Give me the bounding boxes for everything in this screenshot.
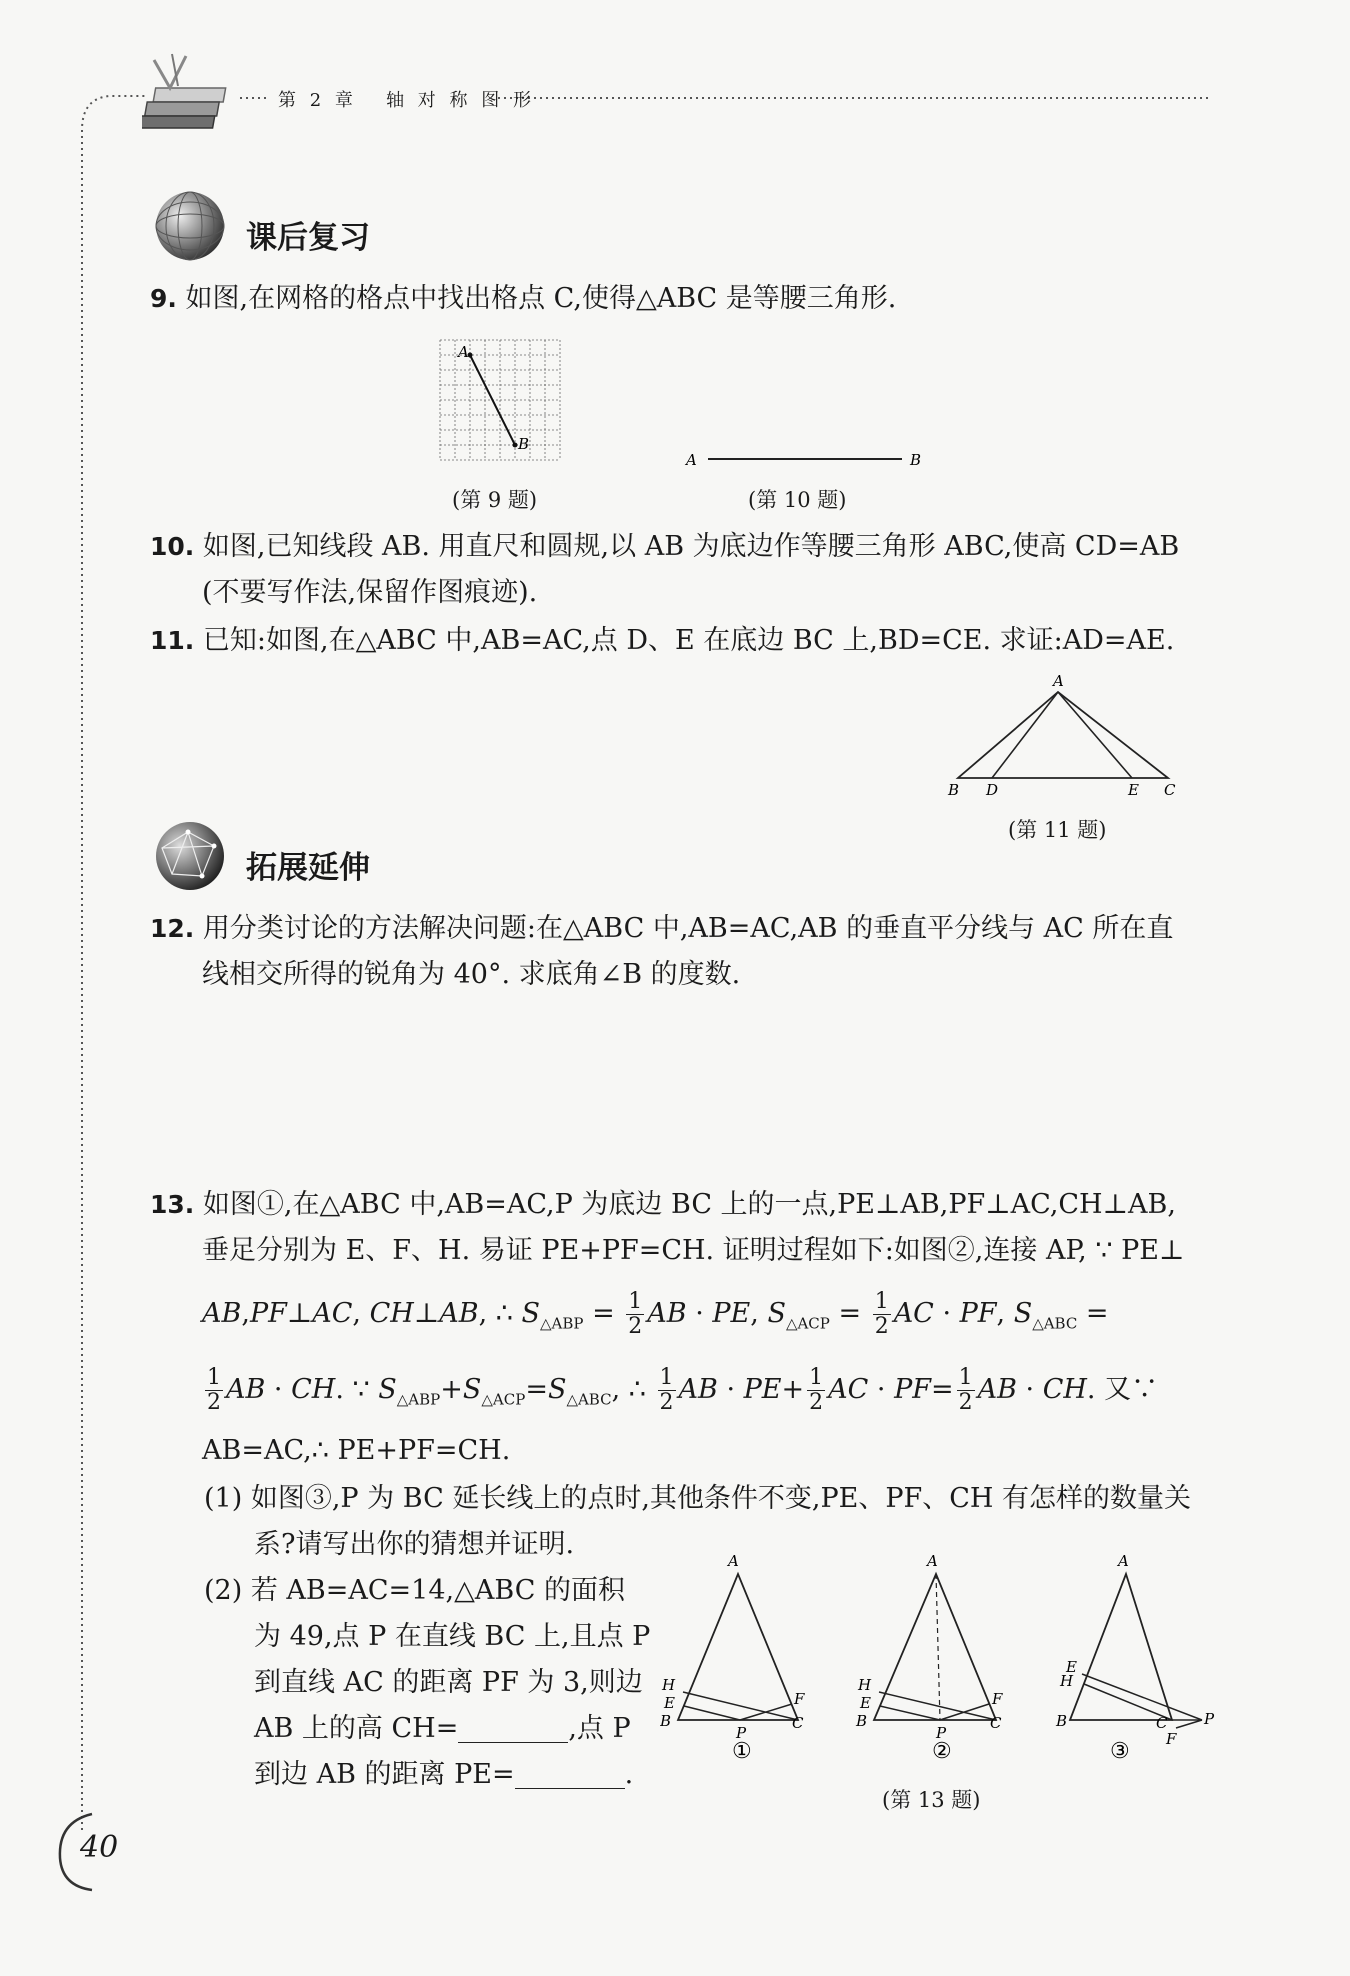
- svg-text:C: C: [990, 1714, 1002, 1732]
- q13-part2-line3: 到直线 AC 的距离 PF 为 3,则边: [254, 1667, 643, 1698]
- q13-part1-line1: (1) 如图③,P 为 BC 延长线上的点时,其他条件不变,PE、PF、CH 有怎样的数量关: [204, 1483, 1192, 1514]
- svg-text:B: B: [660, 1712, 672, 1730]
- q13-text-line1: 如图①,在△ABC 中,AB=AC,P 为底边 BC 上的一点,PE⊥AB,PF⊥AC,CH⊥AB,: [202, 1189, 1176, 1220]
- chapter-title: 轴 对 称 图 形: [386, 90, 535, 111]
- svg-text:B: B: [948, 781, 960, 799]
- q12-number: 12.: [150, 914, 195, 943]
- fig-label-1: ①: [732, 1739, 752, 1762]
- svg-text:D: D: [986, 781, 999, 799]
- svg-text:C: C: [1156, 1714, 1168, 1732]
- section-title-extension: 拓展延伸: [246, 850, 370, 886]
- svg-text:P: P: [1204, 1710, 1215, 1728]
- q13-figure-2: [852, 1552, 1012, 1762]
- page-number: 40: [80, 1830, 119, 1865]
- svg-text:B: B: [1056, 1712, 1068, 1730]
- chapter-label: 第 2 章: [278, 90, 357, 111]
- svg-text:A: A: [1118, 1552, 1129, 1570]
- q13-part2-line4a: AB 上的高 CH=: [254, 1713, 459, 1744]
- svg-text:H: H: [858, 1676, 872, 1694]
- svg-text:C: C: [792, 1714, 804, 1732]
- q13-figure-3: [1052, 1552, 1224, 1762]
- q13-text-line5: AB=AC,∴ PE+PF=CH.: [202, 1435, 511, 1466]
- q10-number: 10.: [150, 532, 195, 561]
- sphere-network-icon: [152, 818, 228, 894]
- q13-part2-line4b: ,点 P: [568, 1713, 631, 1744]
- svg-text:B: B: [910, 451, 922, 469]
- svg-text:A: A: [927, 1552, 938, 1570]
- svg-text:E: E: [1128, 781, 1139, 799]
- answer-blank-ch[interactable]: [458, 1712, 568, 1743]
- svg-text:B: B: [856, 1712, 868, 1730]
- q11-number: 11.: [150, 626, 195, 655]
- q13-number: 13.: [150, 1190, 195, 1219]
- books-logo-icon: [142, 52, 242, 132]
- q9-text: 如图,在网格的格点中找出格点 C,使得△ABC 是等腰三角形.: [185, 283, 897, 314]
- q12-text-line1: 用分类讨论的方法解决问题:在△ABC 中,AB=AC,AB 的垂直平分线与 AC 所在直: [202, 913, 1174, 944]
- q11-text: 已知:如图,在△ABC 中,AB=AC,点 D、E 在底边 BC 上,BD=CE. 求证:AD=AE.: [202, 625, 1175, 656]
- q10-text-line1: 如图,已知线段 AB. 用直尺和圆规,以 AB 为底边作等腰三角形 ABC,使高 CD=AB: [202, 531, 1180, 562]
- q13-text-line2: 垂足分别为 E、F、H. 易证 PE+PF=CH. 证明过程如下:如图②,连接 AP, ∵ PE⊥: [202, 1235, 1185, 1266]
- q11-triangle-figure: [940, 670, 1190, 800]
- svg-text:H: H: [1060, 1672, 1074, 1690]
- svg-text:A: A: [728, 1552, 739, 1570]
- q12-text-line2: 线相交所得的锐角为 40°. 求底角∠B 的度数.: [202, 959, 741, 990]
- svg-text:F: F: [1166, 1730, 1177, 1748]
- q13-part2-line5-end: .: [624, 1759, 634, 1790]
- q10-caption: (第 10 题): [748, 488, 847, 512]
- q13-part2-line1: (2) 若 AB=AC=14,△ABC 的面积: [204, 1575, 625, 1606]
- q13-formula-line4: $\frac{1}{2}$ AB · CH. ∵ $S_{\triangle ABP}+S_{\triangle ACP}=S_{\triangle ABC}$, ∴ $\frac{1}{2}$ AB · PE+ $\frac{1}{2}$ AC · PF= $\frac{1}{2}$ AB · CH. 又∵: [207, 1365, 1159, 1415]
- answer-blank-pe[interactable]: [515, 1758, 625, 1789]
- svg-text:C: C: [1164, 781, 1176, 799]
- fig-label-3: ③: [1110, 1739, 1130, 1762]
- q9-number: 9.: [150, 284, 177, 313]
- q13-part1-line2: 系?请写出你的猜想并证明.: [254, 1529, 575, 1560]
- svg-text:P: P: [936, 1724, 947, 1742]
- q10-text-line2: (不要写作法,保留作图痕迹).: [202, 577, 538, 608]
- svg-text:F: F: [992, 1690, 1003, 1708]
- svg-text:A: A: [458, 343, 469, 361]
- q11-caption: (第 11 题): [1008, 818, 1107, 842]
- sphere-grid-icon: [152, 188, 228, 264]
- section-title-review: 课后复习: [246, 220, 370, 256]
- q13-part2-line5: 到边 AB 的距离 PE=: [254, 1759, 515, 1790]
- svg-text:B: B: [518, 435, 530, 453]
- svg-text:P: P: [736, 1724, 747, 1742]
- q13-caption: (第 13 题): [882, 1788, 981, 1812]
- svg-text:A: A: [1053, 672, 1064, 690]
- q13-part2-line2: 为 49,点 P 在直线 BC 上,且点 P: [254, 1621, 651, 1652]
- svg-text:H: H: [662, 1676, 676, 1694]
- svg-text:F: F: [794, 1690, 805, 1708]
- q9-caption: (第 9 题): [452, 488, 538, 512]
- q10-segment-figure: [680, 440, 940, 480]
- svg-text:A: A: [686, 451, 697, 469]
- svg-text:E: E: [860, 1694, 871, 1712]
- q9-grid-figure: [430, 330, 570, 470]
- q13-figure-1: [660, 1552, 810, 1762]
- svg-text:E: E: [1066, 1658, 1077, 1676]
- q13-formula-line3: AB,PF⊥AC, CH⊥AB, ∴ $S_{\triangle ABP}$ = $\frac{1}{2}$ AB · PE, $S_{\triangle ACP}$ = $\frac{1}{2}$ AC · PF, $S_{\triangle ABC}$ =: [202, 1289, 1109, 1339]
- svg-text:E: E: [664, 1694, 675, 1712]
- fig-label-2: ②: [932, 1739, 952, 1762]
